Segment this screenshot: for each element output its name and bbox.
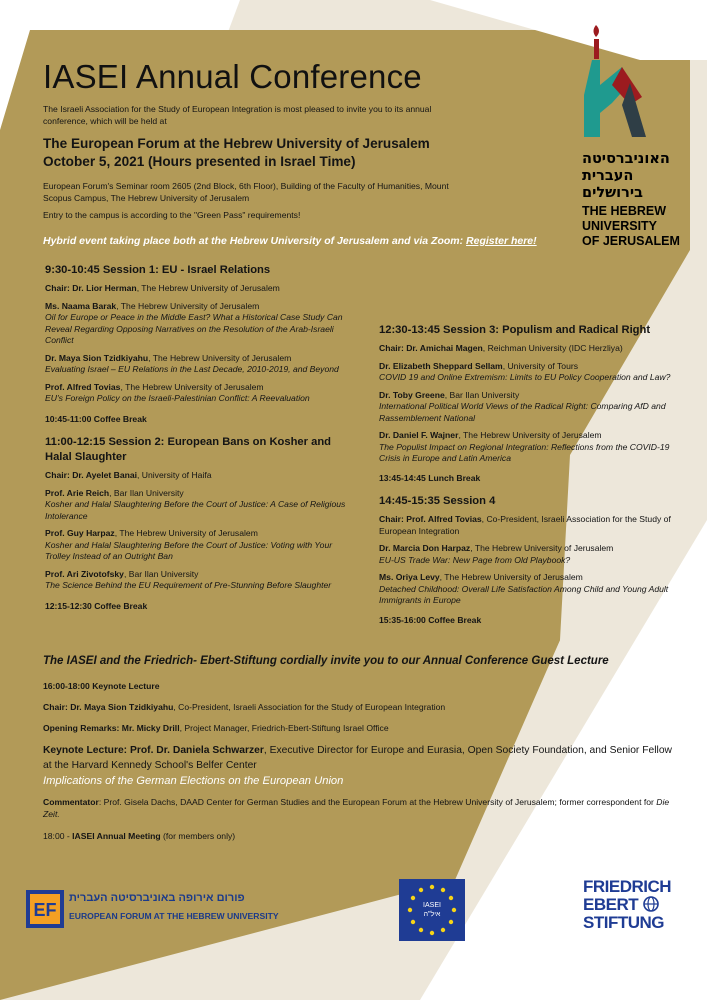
- session-4-heading: 14:45-15:35 Session 4: [379, 495, 496, 507]
- talk: [45, 488, 357, 523]
- chair-name: Chair: Prof. Alfred Tovias: [379, 514, 482, 524]
- chair-name: Chair: Dr. Ayelet Banai: [45, 470, 138, 480]
- fes-line: [583, 896, 693, 914]
- european-forum-logo: [26, 890, 296, 930]
- speaker-affiliation: , Bar Ilan University: [109, 487, 184, 498]
- chair-name: Chair: Dr. Lior Herman: [45, 283, 137, 293]
- date-line: October 5, 2021 (Hours presented in Israel Time): [43, 154, 356, 169]
- speaker-name: Dr. Elizabeth Sheppard Sellam: [379, 360, 503, 371]
- speaker-name: Dr. Marcia Don Harpaz: [379, 543, 471, 553]
- chair-affiliation: , University of Haifa: [137, 470, 212, 480]
- uni-hebrew-line: העברית: [582, 168, 634, 184]
- keynote-time: 16:00-18:00 Keynote Lecture: [43, 681, 160, 691]
- venue-block: [43, 135, 463, 171]
- chair-affiliation: , Co-President, Israeli Association for the Study of European Integration: [379, 514, 671, 536]
- ef-name-english: EUROPEAN FORUM AT THE HEBREW UNIVERSITY: [69, 911, 279, 921]
- chair-name: Chair: Dr. Amichai Magen: [379, 343, 483, 353]
- session-1-chair: [45, 283, 357, 295]
- talk-title: Detached Childhood: Overall Life Satisfaction Among Child and Young Adult Immigrants in Europe: [379, 583, 669, 605]
- uni-english-line: UNIVERSITY: [582, 219, 658, 233]
- speaker-name: Dr. Maya Sion Tzidkiyahu: [45, 352, 149, 363]
- fes-line: STIFTUNG: [583, 913, 664, 932]
- speaker-affiliation: , The Hebrew University of Jerusalem: [148, 352, 292, 363]
- talk-title: Evaluating Israel – EU Relations in the Last Decade, 2010-2019, and Beyond: [45, 364, 339, 374]
- page-title: IASEI Annual Conference: [43, 58, 422, 95]
- commentator: [43, 796, 683, 820]
- talk-title: EU's Foreign Policy on the Israeli-Palestinian Conflict: A Reevaluation: [45, 393, 310, 403]
- meeting-time: 18:00 -: [43, 831, 73, 841]
- hybrid-text: Hybrid event taking place both at the Hebrew University of Jerusalem and via Zoom:: [43, 235, 467, 247]
- speaker-name: Dr. Toby Greene: [379, 389, 445, 400]
- right-program-column: [379, 323, 684, 636]
- keynote-affiliation: , Executive Director for Europe and Eurasia, Open Society Foundation, and Senior Fellow at the Harvard Kennedy School's Belfer Center: [43, 745, 672, 771]
- guest-chair-label: Chair: Dr. Maya Sion Tzidkiyahu: [43, 702, 174, 712]
- commentator-paper: Die Zeit.: [43, 797, 670, 819]
- talk-title: The Populist Impact on Regional Integration: Reflections from the COVID-19 Crisis in Europe and Latin America: [379, 441, 670, 463]
- talk: [45, 528, 357, 563]
- uni-hebrew-line: בירושלים: [582, 185, 643, 201]
- annual-meeting: [43, 830, 683, 842]
- session-2-heading: 11:00-12:15 Session 2: European Bans on Kosher and Halal Slaughter: [45, 436, 331, 463]
- talk: [379, 430, 684, 465]
- talk-title: International Political World Views of the Radical Right: Comparing AfD and Rassemblement National: [379, 401, 666, 423]
- talk: [379, 390, 684, 425]
- session-3-heading: 12:30-13:45 Session 3: Populism and Radical Right: [379, 324, 651, 336]
- talk: [379, 361, 684, 384]
- lunch-break: 13:45-14:45 Lunch Break: [379, 472, 481, 483]
- intro-text: The Israeli Association for the Study of European Integration is most pleased to invite you to its annual conference, which will be held at: [43, 104, 432, 126]
- session-2-chair: [45, 470, 357, 482]
- speaker-affiliation: , The Hebrew University of Jerusalem: [439, 572, 583, 582]
- guest-chair: [43, 701, 683, 713]
- speaker-name: Prof. Alfred Tovias: [45, 381, 121, 392]
- opening-remarks: [43, 722, 683, 734]
- speaker-name: Prof. Guy Harpaz: [45, 528, 115, 538]
- fes-line-text: EBERT: [583, 895, 639, 914]
- talk: [45, 569, 357, 592]
- fes-line: FRIEDRICH: [583, 877, 672, 896]
- commentator-label: Commentator: [43, 797, 99, 807]
- speaker-name: Ms. Naama Barak: [45, 300, 117, 311]
- uni-hebrew-line: האוניברסיטה: [582, 151, 670, 167]
- coffee-break: 15:35-16:00 Coffee Break: [379, 614, 482, 625]
- university-emblem-icon: [582, 25, 652, 140]
- opening-affiliation: , Project Manager, Friedrich-Ebert-Stiftung Israel Office: [179, 723, 389, 733]
- meeting-note: (for members only): [160, 831, 236, 841]
- globe-icon: [642, 896, 660, 912]
- room-text: European Forum's Seminar room 2605 (2nd Block, 6th Floor), Building of the Faculty of Humanities, Mount Scopus Campus, The Hebrew University of Jerusalem: [43, 181, 449, 203]
- commentator-text: : Prof. Gisela Dachs, DAAD Center for German Studies and the European Forum at the Hebrew University of Jerusalem; former correspondent for: [98, 797, 657, 807]
- coffee-break: 12:15-12:30 Coffee Break: [45, 600, 148, 611]
- university-name-hebrew: [582, 151, 692, 202]
- coffee-break: 10:45-11:00 Coffee Break: [45, 413, 147, 424]
- guest-lecture-heading: The IASEI and the Friedrich- Ebert-Stiftung cordially invite you to our Annual Conference Guest Lecture: [43, 655, 609, 667]
- iasei-label-hebrew: איל"ה: [423, 911, 441, 918]
- session-1-heading: 9:30-10:45 Session 1: EU - Israel Relations: [45, 264, 271, 276]
- talk-title: EU-US Trade War: New Page from Old Playbook?: [379, 554, 571, 565]
- speaker-affiliation: , The Hebrew University of Jerusalem: [120, 381, 264, 392]
- keynote-lecture: [43, 743, 683, 773]
- session-3-chair: [379, 343, 684, 355]
- guest-chair-affiliation: , Co-President, Israeli Association for the Study of European Integration: [173, 702, 446, 712]
- hebrew-university-logo: [582, 25, 692, 249]
- venue-line: The European Forum at the Hebrew University of Jerusalem: [43, 136, 430, 151]
- chair-affiliation: , The Hebrew University of Jerusalem: [136, 283, 280, 293]
- talk-title: COVID 19 and Online Extremism: Limits to EU Policy Cooperation and Law?: [379, 372, 671, 382]
- uni-english-line: THE HEBREW: [582, 204, 667, 218]
- keynote-label: Keynote Lecture: Prof. Dr. Daniela Schwarzer: [43, 745, 264, 756]
- speaker-name: Ms. Oriya Levy: [379, 572, 440, 582]
- hybrid-note: [43, 235, 537, 247]
- guest-lecture-section: [43, 655, 683, 851]
- chair-affiliation: , Reichman University (IDC Herzliya): [482, 343, 623, 353]
- left-program-column: [45, 263, 357, 622]
- speaker-affiliation: , The Hebrew University of Jerusalem: [470, 543, 614, 553]
- fes-logo: [583, 878, 693, 932]
- talk-title: Kosher and Halal Slaughtering Before the Court of Justice: Voting with Your Trolley Instead of an Outright Ban: [45, 539, 333, 561]
- university-name-english: [582, 204, 692, 249]
- speaker-affiliation: , The Hebrew University of Jerusalem: [458, 430, 602, 440]
- speaker-name: Prof. Arie Reich: [45, 487, 110, 498]
- speaker-affiliation: , The Hebrew University of Jerusalem: [116, 300, 260, 311]
- ef-name-hebrew: פורום אירופה באוניברסיטה העברית: [69, 892, 245, 904]
- iasei-label: IASEI: [423, 902, 441, 909]
- speaker-affiliation: , The Hebrew University of Jerusalem: [114, 528, 258, 538]
- talk: [379, 543, 684, 566]
- speaker-name: Dr. Daniel F. Wajner: [379, 430, 459, 440]
- register-link[interactable]: Register here!: [466, 235, 537, 247]
- iasei-logo: [399, 879, 465, 941]
- speaker-affiliation: , University of Tours: [502, 360, 579, 371]
- talk: [379, 572, 684, 607]
- ef-mark: EF: [33, 900, 57, 920]
- iasei-logo-text: [399, 901, 465, 919]
- speaker-affiliation: , Bar Ilan University: [123, 568, 199, 579]
- opening-label: Opening Remarks: Mr. Micky Drill: [43, 723, 180, 733]
- talk-title: The Science Behind the EU Requirement of Pre-Stunning Before Slaughter: [45, 580, 332, 590]
- entry-note: Entry to the campus is according to the "Green Pass" requirements!: [43, 210, 301, 220]
- uni-english-line: OF JERUSALEM: [582, 234, 680, 248]
- meeting-label: IASEI Annual Meeting: [72, 831, 161, 841]
- speaker-name: Prof. Ari Zivotofsky: [45, 568, 124, 579]
- lecture-title: Implications of the German Elections on the European Union: [43, 775, 344, 787]
- talk: [45, 353, 357, 376]
- session-4-chair: [379, 514, 684, 537]
- talk-title: Kosher and Halal Slaughtering Before the Court of Justice: A Case of Religious Intolerance: [45, 499, 346, 521]
- talk: [45, 382, 357, 405]
- ef-emblem-icon: [26, 890, 64, 928]
- talk-title: Oil for Europe or Peace in the Middle East? What a Historical Case Study Can Reveal Regarding Opposing Narratives on the Resolution of the Arab-Israeli Conflict: [45, 312, 343, 345]
- talk: [45, 301, 357, 347]
- speaker-affiliation: , Bar Ilan University: [444, 389, 520, 400]
